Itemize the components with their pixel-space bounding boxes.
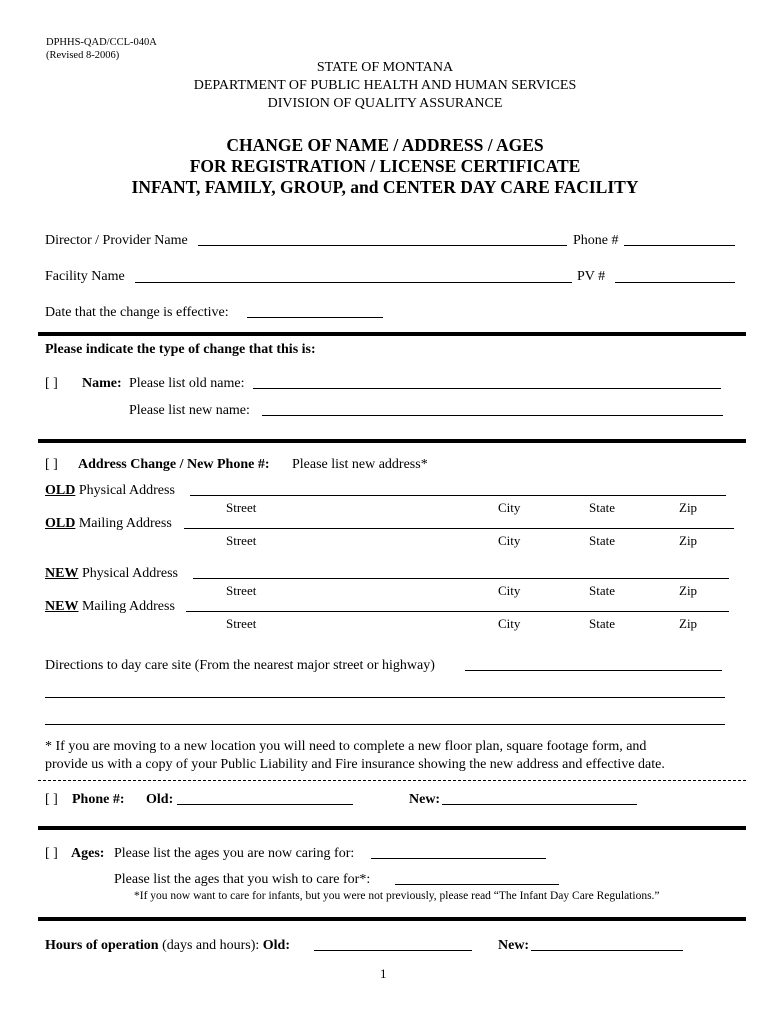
wish-ages-label: Please list the ages that you wish to care for*: [114,872,371,887]
new-mailing-label: NEW Mailing Address [45,599,175,614]
pv-label: PV # [577,269,606,284]
effective-date-field[interactable] [247,317,383,318]
old-name-field[interactable] [253,388,721,389]
name-change-label: Name: [82,376,122,391]
street-caption: Street [226,533,257,548]
old-hours-field[interactable] [314,950,472,951]
revised-date: (Revised 8-2006) [46,50,120,61]
change-type-heading: Please indicate the type of change that this is: [45,342,316,357]
phone-label: Phone # [573,233,619,248]
city-caption: City [498,500,521,515]
pv-field[interactable] [615,282,735,283]
zip-caption: Zip [679,533,698,548]
city-caption: City [498,583,521,598]
dashed-divider [38,780,746,781]
director-label: Director / Provider Name [45,233,188,248]
state-caption: State [589,616,615,631]
form-title-line2: FOR REGISTRATION / LICENSE CERTIFICATE [189,156,581,176]
state-name: STATE OF MONTANA [316,60,454,75]
address-change-heading: Address Change / New Phone #: [78,457,270,472]
section-divider [38,332,746,336]
department-name: DEPARTMENT OF PUBLIC HEALTH AND HUMAN SERVICES [193,78,577,93]
facility-name-field[interactable] [135,282,572,283]
state-caption: State [589,500,615,515]
street-caption: Street [226,500,257,515]
new-name-field[interactable] [262,415,723,416]
address-instruction: Please list new address* [292,457,428,472]
section-divider [38,917,746,921]
directions-label: Directions to day care site (From the nearest major street or highway) [45,658,435,673]
zip-caption: Zip [679,616,698,631]
division-name: DIVISION OF QUALITY ASSURANCE [267,96,503,111]
new-physical-address-field[interactable] [193,578,729,579]
directions-field-line3[interactable] [45,724,725,725]
phone-field[interactable] [624,245,735,246]
moving-note-line2: provide us with a copy of your Public Liability and Fire insurance showing the new address and effective date. [45,757,665,772]
state-caption: State [589,533,615,548]
old-mailing-address-field[interactable] [184,528,734,529]
new-hours-label: New: [498,938,530,953]
zip-caption: Zip [679,500,698,515]
old-mailing-label: OLD Mailing Address [45,516,172,531]
moving-note-line1: * If you are moving to a new location you will need to complete a new floor plan, square footage form, and [45,739,647,754]
directions-field-line2[interactable] [45,697,725,698]
old-phone-label: Old: [146,792,174,807]
form-code: DPHHS-QAD/CCL-040A [46,37,157,48]
old-name-label: Please list old name: [129,376,245,391]
effective-date-label: Date that the change is effective: [45,305,229,320]
ages-checkbox[interactable]: [ ] [45,846,58,861]
old-phone-field[interactable] [177,804,353,805]
new-phone-field[interactable] [442,804,637,805]
ages-label: Ages: [71,846,105,861]
state-caption: State [589,583,615,598]
zip-caption: Zip [679,583,698,598]
new-name-label: Please list new name: [129,403,250,418]
old-physical-address-field[interactable] [190,495,726,496]
name-checkbox[interactable]: [ ] [45,376,58,391]
street-caption: Street [226,583,257,598]
form-title-line3: INFANT, FAMILY, GROUP, and CENTER DAY CARE FACILITY [131,177,639,197]
page-number: 1 [380,966,387,981]
new-mailing-address-field[interactable] [186,611,729,612]
address-checkbox[interactable]: [ ] [45,457,58,472]
phone-checkbox[interactable]: [ ] [45,792,58,807]
old-physical-label: OLD Physical Address [45,483,175,498]
city-caption: City [498,533,521,548]
current-ages-field[interactable] [371,858,546,859]
street-caption: Street [226,616,257,631]
infant-note: *If you now want to care for infants, but you were not previously, please read “The Infant Day Care Regulations.” [134,890,660,902]
current-ages-label: Please list the ages you are now caring for: [114,846,355,861]
section-divider [38,826,746,830]
new-hours-field[interactable] [531,950,683,951]
city-caption: City [498,616,521,631]
director-name-field[interactable] [198,245,567,246]
form-title-line1: CHANGE OF NAME / ADDRESS / AGES [226,135,544,155]
phone-change-label: Phone #: [72,792,125,807]
hours-label: Hours of operation (days and hours): Old: [45,938,290,953]
facility-label: Facility Name [45,269,125,284]
wish-ages-field[interactable] [395,884,559,885]
section-divider [38,439,746,443]
new-physical-label: NEW Physical Address [45,566,179,581]
new-phone-label: New: [409,792,441,807]
directions-field[interactable] [465,670,722,671]
